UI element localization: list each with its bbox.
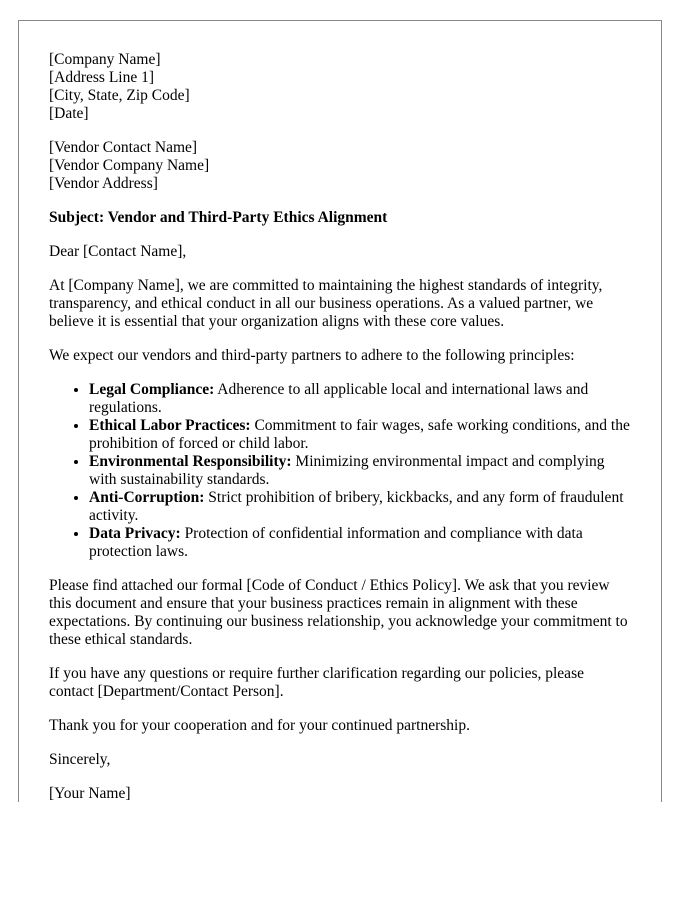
thanks-paragraph: Thank you for your cooperation and for your continued partnership. [49, 717, 470, 734]
principle-text: Strict prohibition of bribery, kickbacks, and any form of fraudulent activity. [89, 489, 624, 524]
list-item [89, 525, 631, 561]
principle-text: Protection of confidential information and compliance with data protection laws. [89, 525, 583, 560]
sender-address-block [49, 51, 631, 123]
principle-text: Commitment to fair wages, safe working conditions, and the prohibition of forced or child labor. [89, 417, 630, 452]
questions-paragraph: If you have any questions or require further clarification regarding our policies, please contact [Department/Contact Person]. [49, 665, 584, 700]
list-item [89, 381, 631, 417]
recipient-address: [Vendor Address] [49, 175, 158, 192]
salutation: Dear [Contact Name], [49, 243, 187, 260]
attachment-paragraph: Please find attached our formal [Code of Conduct / Ethics Policy]. We ask that you review this document and ensure that your business practices remain in alignment with these expectations. By continuing our business relationship, you acknowledge your commitment to these ethical standards. [49, 577, 628, 648]
letter-page [18, 20, 662, 802]
subject-line: Subject: Vendor and Third-Party Ethics Alignment [49, 209, 388, 226]
principles-intro: We expect our vendors and third-party partners to adhere to the following principles: [49, 347, 575, 364]
intro-paragraph: At [Company Name], we are committed to maintaining the highest standards of integrity, transparency, and ethical conduct in all our business operations. As a valued partner, we believe it is essential that your organization aligns with these core values. [49, 277, 603, 330]
letter-date: [Date] [49, 105, 89, 122]
list-item [89, 453, 631, 489]
principle-title: Legal Compliance: [89, 381, 215, 398]
sender-address-line-1: [Address Line 1] [49, 69, 155, 86]
principle-text: Adherence to all applicable local and international laws and regulations. [89, 381, 589, 416]
recipient-address-block [49, 139, 631, 193]
sender-company-name: [Company Name] [49, 51, 161, 68]
principle-title: Ethical Labor Practices: [89, 417, 251, 434]
sender-city-state-zip: [City, State, Zip Code] [49, 87, 190, 104]
list-item [89, 417, 631, 453]
recipient-contact-name: [Vendor Contact Name] [49, 139, 198, 156]
principle-text: Minimizing environmental impact and complying with sustainability standards. [89, 453, 605, 488]
principle-title: Environmental Responsibility: [89, 453, 292, 470]
principle-title: Data Privacy: [89, 525, 181, 542]
signature-name: [Your Name] [49, 785, 131, 802]
list-item [89, 489, 631, 525]
recipient-company-name: [Vendor Company Name] [49, 157, 210, 174]
principles-list [49, 381, 631, 561]
closing: Sincerely, [49, 751, 111, 768]
principle-title: Anti-Corruption: [89, 489, 205, 506]
